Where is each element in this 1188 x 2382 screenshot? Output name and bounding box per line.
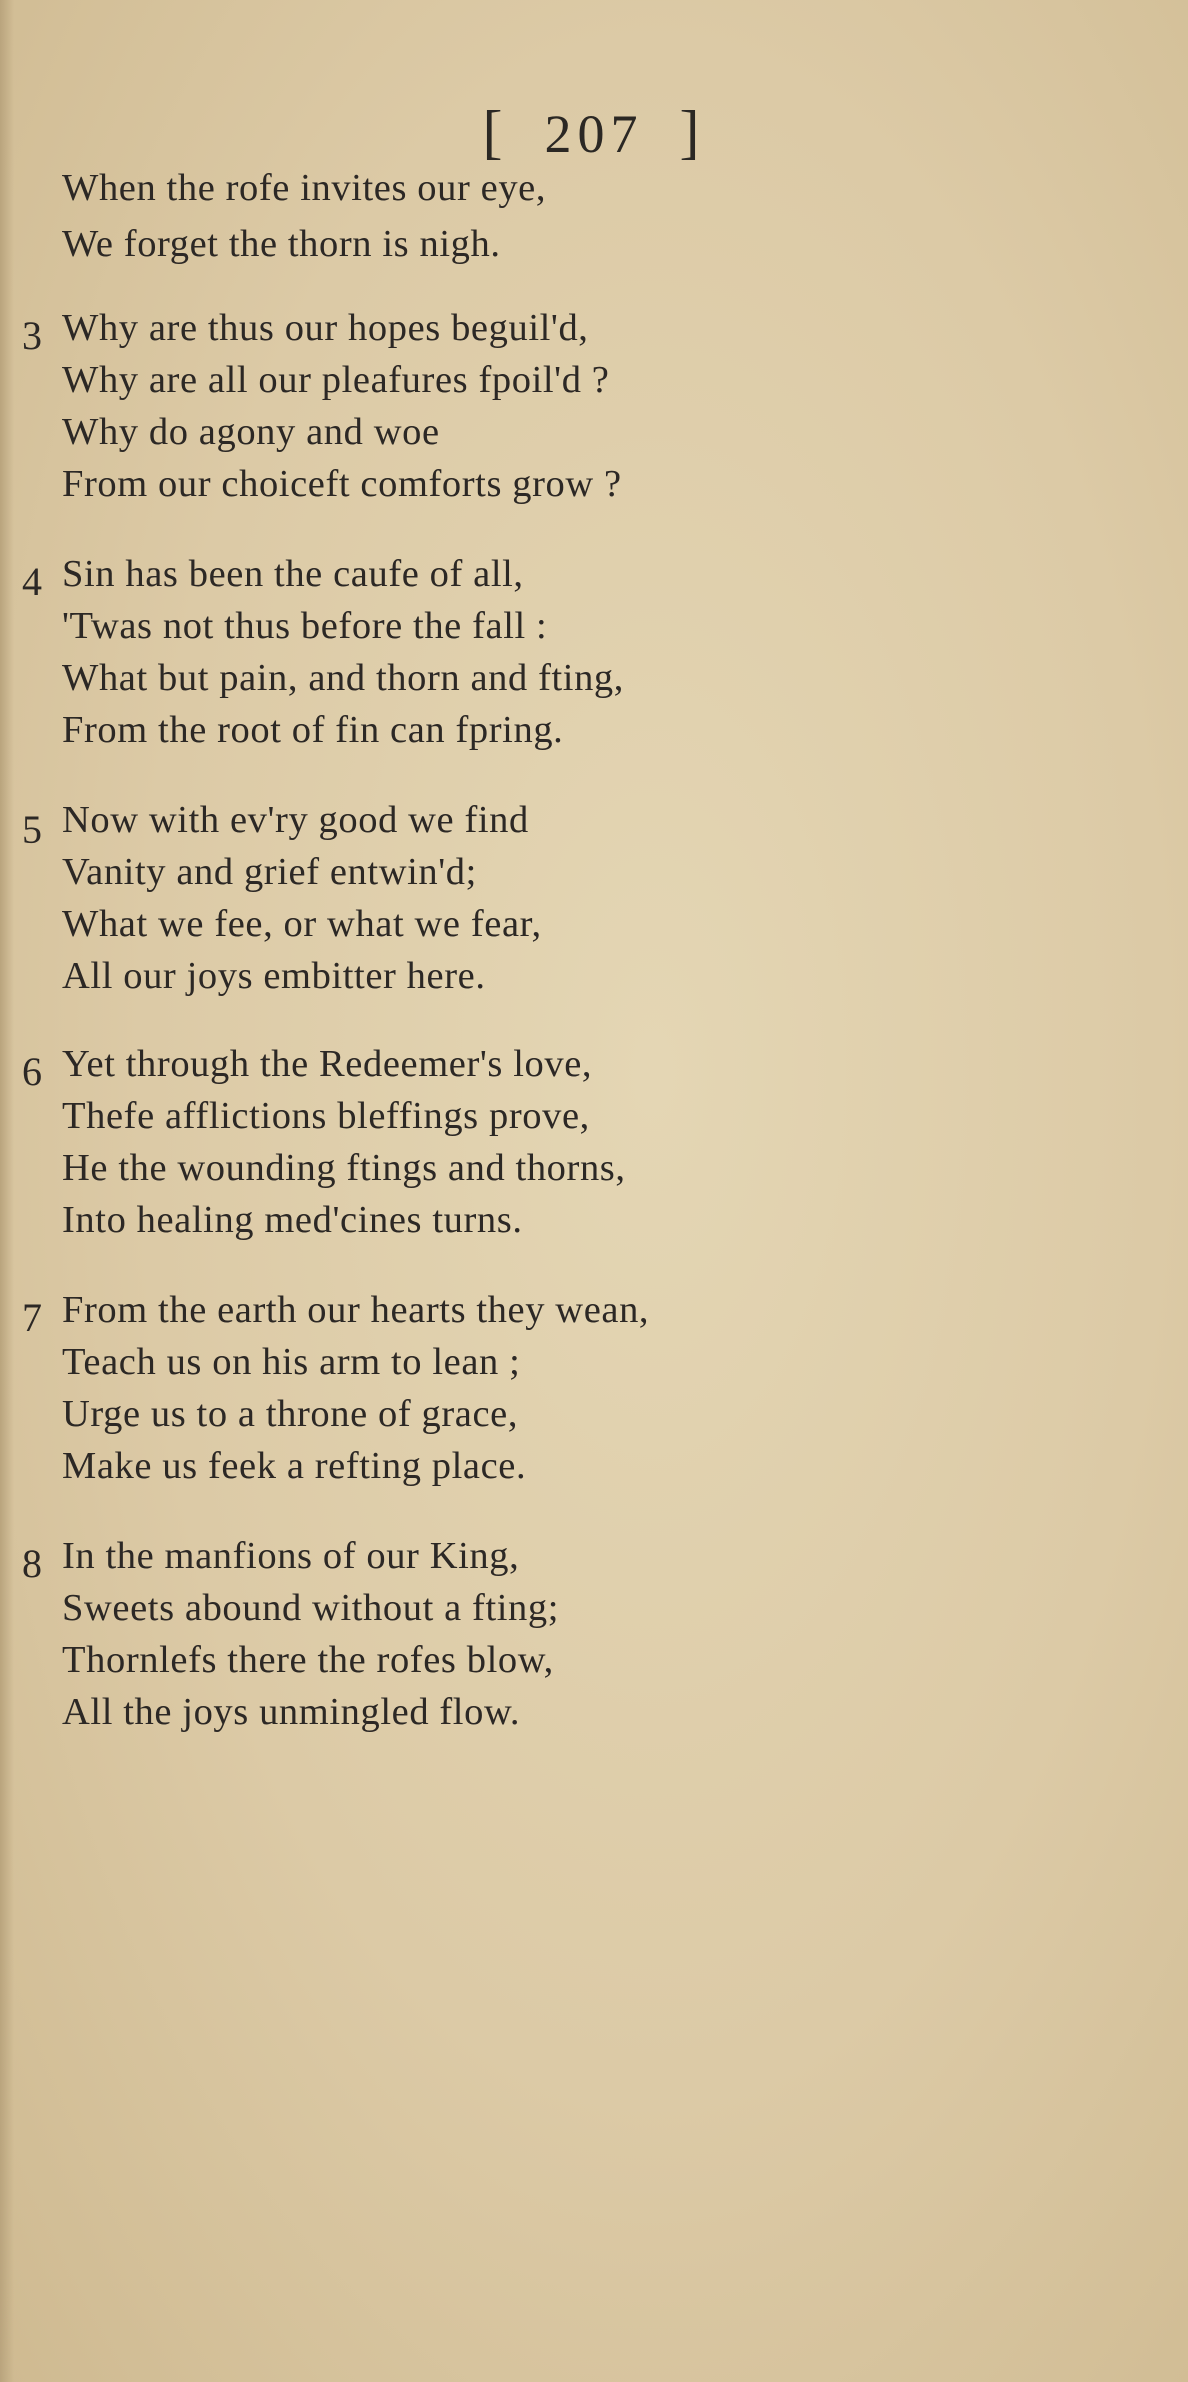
verse-line: From the earth our hearts they wean, bbox=[62, 1289, 650, 1331]
verse-line: Sin has been the caufe of all, bbox=[62, 553, 524, 595]
page-edge-shadow bbox=[0, 0, 14, 2382]
verse-line: We forget the thorn is nigh. bbox=[62, 223, 501, 265]
page-number-header bbox=[0, 98, 1188, 167]
stanza-number: 8 bbox=[22, 1541, 42, 1586]
verse-line: In the manfions of our King, bbox=[62, 1535, 520, 1577]
verse-line: Teach us on his arm to lean ; bbox=[62, 1341, 521, 1383]
verse-line: 'Twas not thus before the fall : bbox=[62, 605, 548, 647]
verse-line: From the root of fin can fpring. bbox=[62, 709, 564, 751]
verse-line: He the wounding ftings and thorns, bbox=[62, 1147, 626, 1189]
verse-line: Vanity and grief entwin'd; bbox=[62, 851, 477, 893]
verse-line: All the joys unmingled flow. bbox=[62, 1691, 521, 1733]
verse-line: Thornlefs there the rofes blow, bbox=[62, 1639, 554, 1681]
stanza-number: 5 bbox=[22, 807, 42, 852]
verse-line: Urge us to a throne of grace, bbox=[62, 1393, 519, 1435]
verse-line: Why are thus our hopes beguil'd, bbox=[62, 307, 589, 349]
stanza-number: 7 bbox=[22, 1295, 42, 1340]
verse-line: Sweets abound without a fting; bbox=[62, 1587, 560, 1629]
right-bracket: ] bbox=[679, 99, 706, 165]
verse-line: Why do agony and woe bbox=[62, 411, 440, 453]
verse-line: All our joys embitter here. bbox=[62, 955, 486, 997]
stanza-number: 3 bbox=[22, 313, 42, 358]
verse-line: Into healing med'cines turns. bbox=[62, 1199, 523, 1241]
verse-line: What we fee, or what we fear, bbox=[62, 903, 542, 945]
page-number: 207 bbox=[544, 104, 644, 164]
verse-line: Now with ev'ry good we find bbox=[62, 799, 529, 841]
left-bracket: [ bbox=[482, 99, 509, 165]
verse-line: Make us feek a refting place. bbox=[62, 1445, 527, 1487]
verse-line: Yet through the Redeemer's love, bbox=[62, 1043, 593, 1085]
verse-line: From our choiceft comforts grow ? bbox=[62, 463, 622, 505]
stanza-number: 6 bbox=[22, 1049, 42, 1094]
verse-line: When the rofe invites our eye, bbox=[62, 167, 547, 209]
verse-line: What but pain, and thorn and fting, bbox=[62, 657, 625, 699]
stanza-number: 4 bbox=[22, 559, 42, 604]
verse-line: Why are all our pleafures fpoil'd ? bbox=[62, 359, 610, 401]
verse-line: Thefe afflictions bleffings prove, bbox=[62, 1095, 590, 1137]
